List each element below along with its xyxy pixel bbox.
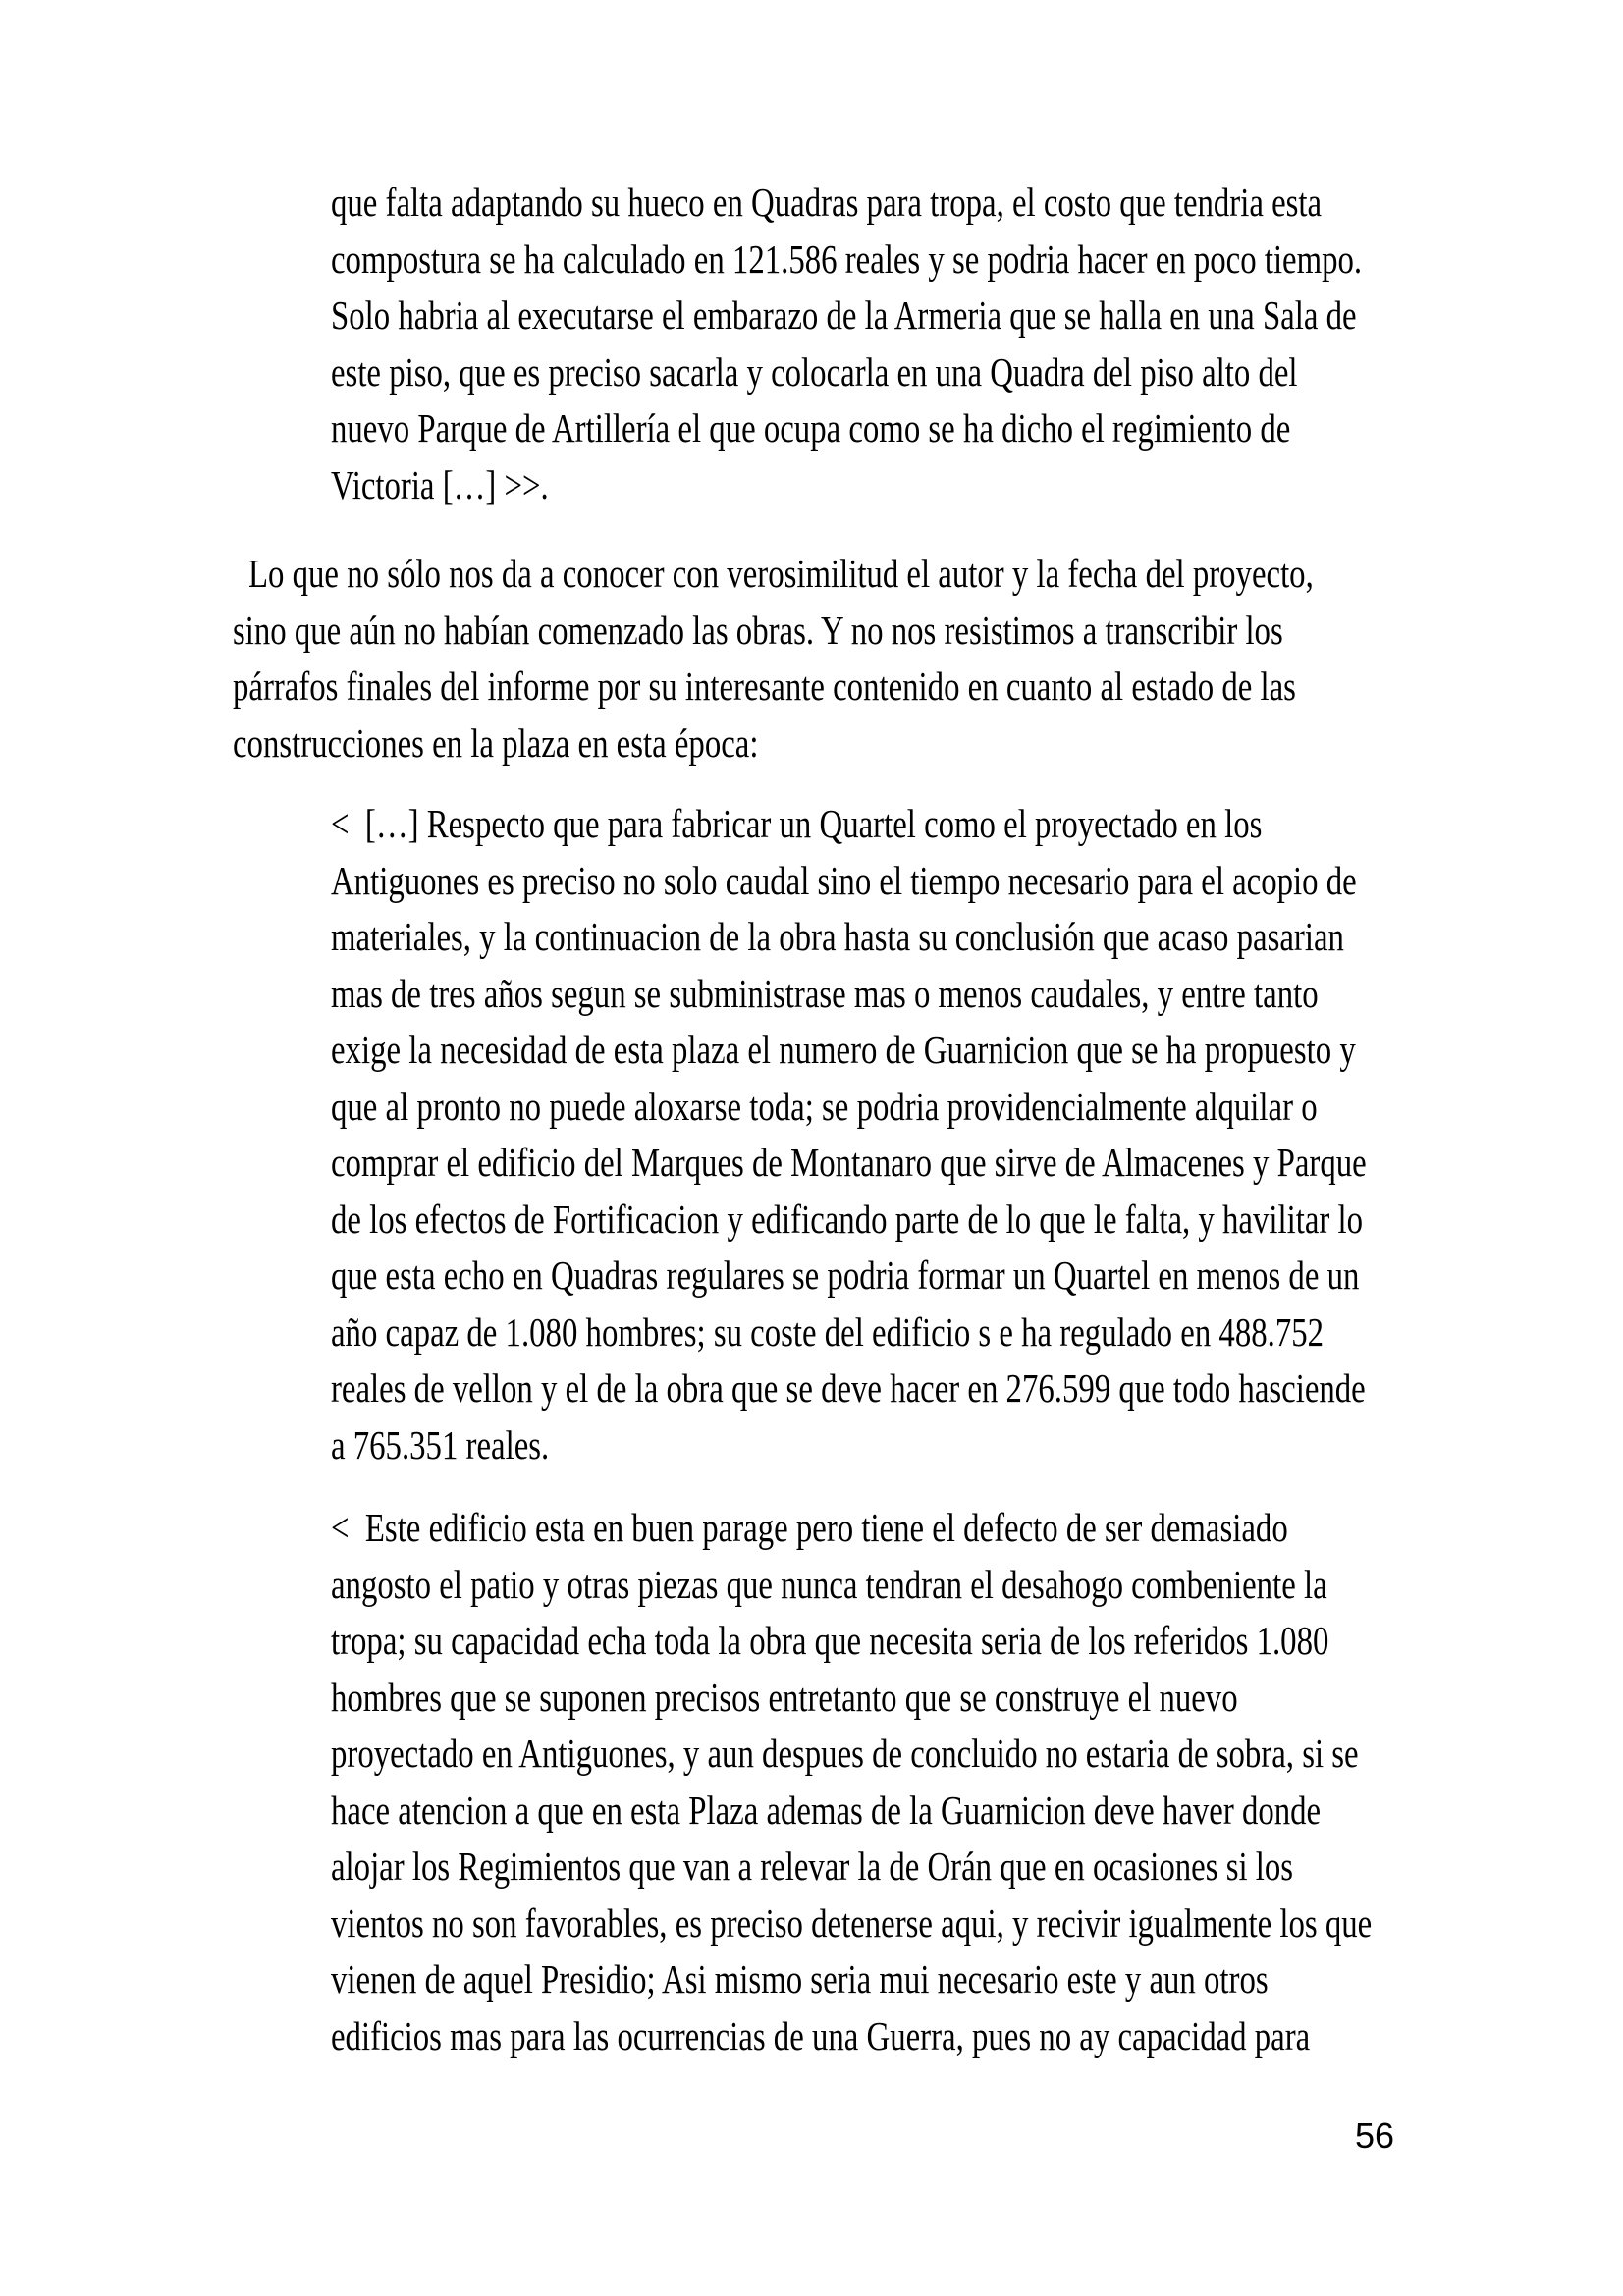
text-line: materiales, y la continuacion de la obra hasta su conclusión que acaso pasarian	[331, 914, 1344, 959]
text-line: párrafos finales del informe por su interesante contenido en cuanto al estado de las	[233, 664, 1296, 709]
text-line: este piso, que es preciso sacarla y colocarla en una Quadra del piso alto del	[331, 348, 1298, 395]
text-line: hace atencion a que en esta Plaza ademas de la Guarnicion deve haver donde	[331, 1787, 1322, 1833]
text-line: Lo que no sólo nos da a conocer con verosimilitud el autor y la fecha del proyecto,	[248, 551, 1314, 596]
text-line: Solo habria al executarse el embarazo de la Armeria que se halla en una Sala de	[331, 293, 1357, 338]
text-line: comprar el edificio del Marques de Montanaro que sirve de Almacenes y Parque	[331, 1140, 1367, 1185]
text-line: que esta echo en Quadras regulares se podria formar un Quartel en menos de un	[331, 1253, 1360, 1298]
quote-block-continuation	[331, 175, 1431, 513]
text-line: vienen de aquel Presidio; Asi mismo seria mui necesario este y aun otros	[331, 1956, 1269, 2002]
body-paragraph	[233, 546, 1332, 772]
quote-block-edificio	[331, 1500, 1431, 2064]
text-line: exige la necesidad de esta plaza el numero de Guarnicion que se ha propuesto y	[331, 1027, 1356, 1072]
text-line: hombres que se suponen precisos entretanto que se construye el nuevo	[331, 1674, 1238, 1720]
text-line: nuevo Parque de Artillería el que ocupa como se ha dicho el regimiento de	[331, 405, 1291, 451]
text-line: sino que aún no habían comenzado las obras. Y no nos resistimos a transcribir los	[233, 607, 1283, 653]
text-line: de los efectos de Fortificacion y edificando parte de lo que le falta, y havilitar lo	[331, 1196, 1364, 1242]
text-line: tropa; su capacidad echa toda la obra que necesita seria de los referidos 1.080	[331, 1618, 1329, 1663]
text-line: Victoria […] >>.	[331, 461, 549, 507]
text-line: < Este edificio esta en buen parage pero tiene el defecto de ser demasiado	[331, 1505, 1288, 1550]
text-line: que falta adaptando su hueco en Quadras para tropa, el costo que tendria esta	[331, 180, 1323, 225]
text-line: año capaz de 1.080 hombres; su coste del edificio s e ha regulado en 488.752	[331, 1308, 1325, 1355]
text-line: < […] Respecto que para fabricar un Quartel como el proyectado en los	[331, 801, 1263, 846]
text-line: construcciones en la plaza en esta época:	[233, 720, 759, 766]
text-line: compostura se ha calculado en 121.586 reales y se podria hacer en poco tiempo.	[331, 236, 1363, 282]
text-line: que al pronto no puede aloxarse toda; se podria providencialmente alquilar o	[331, 1083, 1318, 1129]
text-line: mas de tres años segun se subministrase mas o menos caudales, y entre tanto	[331, 970, 1319, 1016]
text-line: a 765.351 reales.	[331, 1421, 550, 1468]
text-line: vientos no son favorables, es preciso detenerse aqui, y recivir igualmente los que	[331, 1899, 1373, 1946]
text-line: proyectado en Antiguones, y aun despues de concluido no estaria de sobra, si se	[331, 1731, 1359, 1776]
text-line: Antiguones es preciso no solo caudal sino el tiempo necesario para el acopio de	[331, 857, 1357, 903]
text-line: reales de vellon y el de la obra que se deve hacer en 276.599 que todo hasciende	[331, 1365, 1366, 1411]
quote-block-respecto	[331, 796, 1431, 1473]
page-number: 56	[1354, 2115, 1394, 2156]
text-line: angosto el patio y otras piezas que nunca tendran el desahogo combeniente la	[331, 1561, 1327, 1607]
text-line: alojar los Regimientos que van a relevar la de Orán que en ocasiones si los	[331, 1843, 1294, 1889]
text-line: edificios mas para las ocurrencias de una Guerra, pues no ay capacidad para	[331, 2012, 1311, 2058]
